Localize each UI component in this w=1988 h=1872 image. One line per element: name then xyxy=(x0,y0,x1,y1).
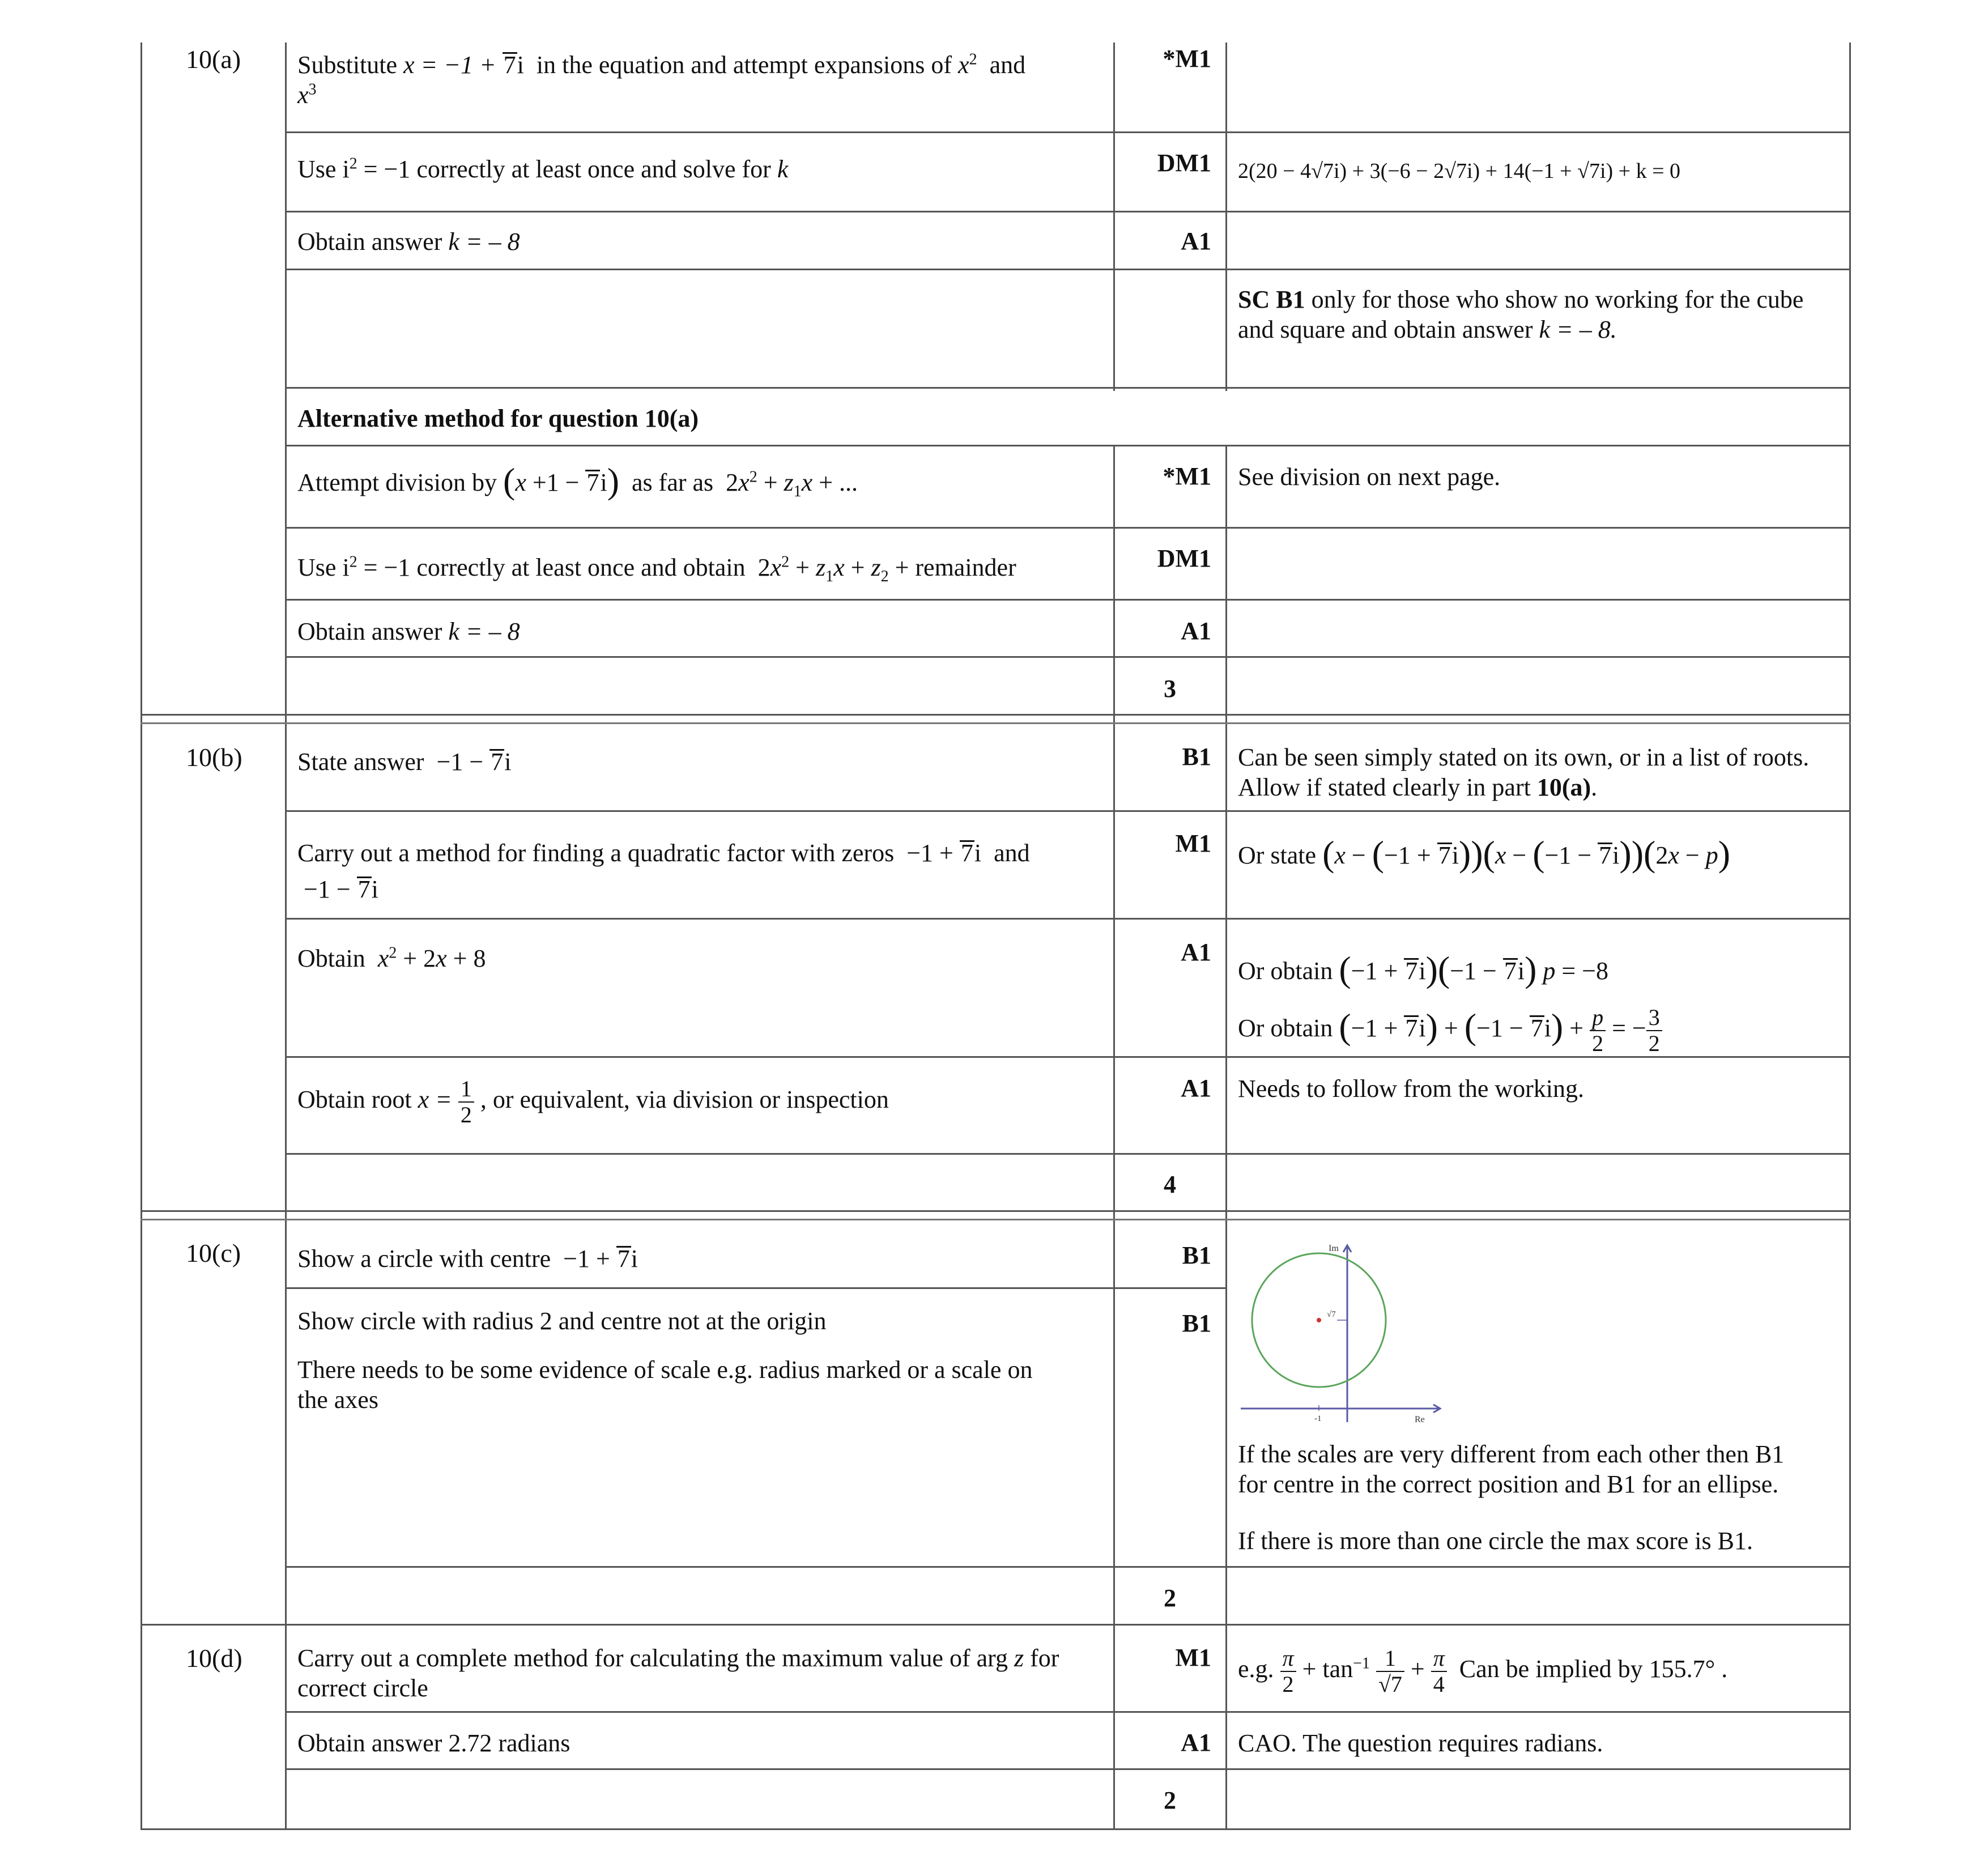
re-label: Re xyxy=(1415,1415,1425,1424)
method-text: Use $i^2 = -1$ correctly at least once and obtain $2x^2 + z_1x + z_2$ + remainder xyxy=(297,553,1016,585)
method-text: Show a circle with centre −1 + 7i xyxy=(297,1245,638,1273)
method-text: Carry out a complete method for calculating the maximum value of arg z for correct circle xyxy=(297,1644,1059,1702)
question-number: 10(c) xyxy=(186,1239,241,1267)
total-marks: 4 xyxy=(1164,1171,1176,1198)
guidance-text: See division on next page. xyxy=(1238,463,1501,491)
table-border-bottom xyxy=(141,1828,1851,1830)
sqrt7-label: √7 xyxy=(1327,1310,1336,1319)
mark-code: *M1 xyxy=(1163,45,1211,73)
section-divider xyxy=(141,1219,1851,1220)
mark-code: A1 xyxy=(1181,617,1211,645)
method-text: Attempt division by (x +1 − 7i) as far as $2x^2 + z_1x$ + ... xyxy=(297,461,858,501)
guidance-text: Or state (x − (−1 + 7i))(x − (−1 − 7i))(2x − p) xyxy=(1238,833,1731,874)
rule xyxy=(285,445,1851,446)
mark-code: *M1 xyxy=(1163,462,1211,490)
section-divider xyxy=(141,722,1851,724)
mark-code: DM1 xyxy=(1157,149,1211,177)
method-text: Obtain answer k = – 8 xyxy=(297,228,520,256)
guidance-text: SC B1 only for those who show no working for the cube and square and obtain answer k = – 8. xyxy=(1238,286,1804,343)
guidance-text: Needs to follow from the working. xyxy=(1238,1075,1584,1103)
mark-code: A1 xyxy=(1181,1729,1211,1756)
total-marks: 2 xyxy=(1164,1584,1176,1612)
mark-code: M1 xyxy=(1175,829,1211,857)
mark-code: M1 xyxy=(1175,1644,1211,1671)
guidance-text: Or obtain (−1 + 7i)(−1 − 7i) p = −8 Or obtain (−1 + 7i) + (−1 − 7i) + $\frac{p}{2}$ = − $\frac{3}{2}$ xyxy=(1238,942,1847,1056)
method-text: Obtain $x^2 + 2x + 8$ xyxy=(297,944,486,972)
minus1-label: -1 xyxy=(1314,1414,1322,1423)
table-border-right xyxy=(1849,42,1851,1830)
col-divider-1 xyxy=(285,42,287,1830)
rule xyxy=(285,1711,1851,1713)
method-text: Substitute x = −1 + 7i in the equation and attempt expansions of $x^2$ and $x^3$ xyxy=(297,50,1026,109)
method-text: State answer −1 − 7i xyxy=(297,748,512,776)
rule xyxy=(285,599,1851,601)
question-number: 10(a) xyxy=(186,45,241,74)
total-marks: 2 xyxy=(1164,1786,1176,1814)
rule xyxy=(285,1056,1851,1058)
col-divider-3b xyxy=(1225,445,1227,1830)
guidance-text: e.g. $\frac{\pi}{2}$ + $\tan^{-1}$ $\frac{1}{√7}$ + $\frac{\pi}{4}$ Can be implied by 155.7° . xyxy=(1238,1645,1728,1697)
guidance-text: If there is more than one circle the max score is B1. xyxy=(1238,1527,1753,1555)
rule xyxy=(285,211,1851,212)
rule xyxy=(285,269,1851,270)
mark-code: B1 xyxy=(1182,1309,1211,1337)
rule xyxy=(285,1287,1227,1289)
rule xyxy=(285,1566,1851,1568)
rule xyxy=(285,656,1851,658)
mark-code: DM1 xyxy=(1157,544,1211,572)
method-text: Carry out a method for finding a quadratic factor with zeros −1 + 7i and −1 − 7i xyxy=(297,839,1030,903)
method-text: Obtain root x = $\frac{1}{2}$ , or equivalent, via division or inspection xyxy=(297,1076,889,1128)
table-border-left xyxy=(141,42,142,1830)
col-divider-3 xyxy=(1225,42,1227,391)
method-text: Use $i^2 = -1$ correctly at least once and solve for k xyxy=(297,155,789,183)
guidance-text: 2(20 − 4√7i) + 3(−6 − 2√7i) + 14(−1 + √7i) + k = 0 xyxy=(1238,159,1681,183)
method-text: Obtain answer k = – 8 xyxy=(297,618,520,645)
method-text: Obtain answer 2.72 radians xyxy=(297,1729,571,1757)
total-marks: 3 xyxy=(1164,675,1176,703)
rule xyxy=(141,1624,1851,1626)
rule xyxy=(285,131,1851,133)
mark-code: B1 xyxy=(1182,1241,1211,1269)
alternative-heading: Alternative method for question 10(a) xyxy=(297,405,699,432)
centre-point xyxy=(1317,1318,1321,1322)
argand-sketch xyxy=(1238,1241,1453,1428)
col-divider-2 xyxy=(1113,42,1115,391)
rule xyxy=(141,714,1851,716)
question-number: 10(d) xyxy=(186,1644,242,1673)
guidance-text: CAO. The question requires radians. xyxy=(1238,1729,1603,1757)
rule xyxy=(285,918,1851,920)
mark-code: B1 xyxy=(1182,743,1211,771)
mark-code: A1 xyxy=(1181,1074,1211,1102)
mark-code: A1 xyxy=(1181,227,1211,255)
question-number: 10(b) xyxy=(186,743,242,772)
rule xyxy=(285,1153,1851,1155)
guidance-text: Can be seen simply stated on its own, or in a list of roots. Allow if stated clearly in part 10(a). xyxy=(1238,743,1810,801)
rule xyxy=(285,527,1851,529)
rule xyxy=(141,1210,1851,1212)
rule xyxy=(285,810,1851,812)
mark-code: A1 xyxy=(1181,938,1211,966)
guidance-text: If the scales are very different from each other then B1 for centre in the correct position and B1 for an ellipse. xyxy=(1238,1440,1785,1498)
im-label: Im xyxy=(1329,1244,1339,1253)
col-divider-2b xyxy=(1113,445,1115,1830)
method-text: Show circle with radius 2 and centre not at the origin There needs to be some evidence of scale e.g. radius marked or a scale on the axes xyxy=(297,1307,1033,1414)
rule xyxy=(285,1768,1851,1770)
rule xyxy=(285,387,1851,389)
